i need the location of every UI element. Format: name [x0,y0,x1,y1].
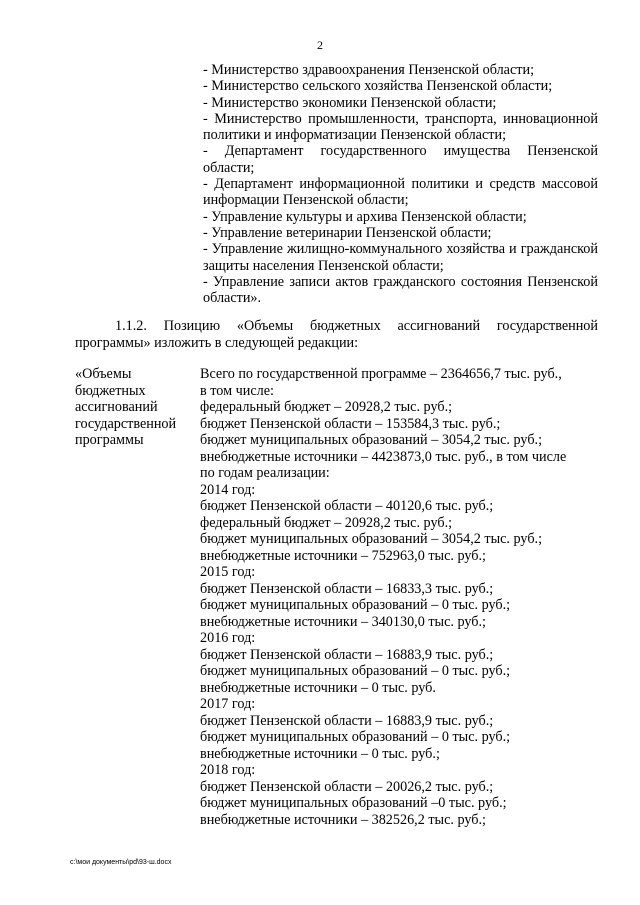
list-item: - Департамент государственного имущества Пензенской области; [203,143,598,176]
value-line: бюджет муниципальных образований – 0 тыс. руб.; [200,729,511,745]
list-item: - Министерство сельского хозяйства Пензенской области; [203,78,553,95]
value-line: 2016 год: [200,630,256,646]
list-item: - Управление записи актов гражданского состояния Пензенской области». [203,273,598,307]
list-item: - Министерство здравоохранения Пензенской области; [203,62,535,78]
value-line: бюджет Пензенской области – 16833,3 тыс. руб.; [200,580,494,597]
value-line: федеральный бюджет – 20928,2 тыс. руб.; [200,399,453,415]
value-line: в том числе: [200,382,274,399]
value-line: бюджет Пензенской области – 40120,6 тыс. руб.; [200,498,494,514]
footer-file-path: c:\мои документы\pd\93-ш.docx [70,859,172,866]
value-line: внебюджетные источники – 0 тыс. руб.; [200,745,440,762]
label-line: бюджетных [75,382,146,399]
list-item: - Министерство промышленности, транспорта, инновационной политики и информатизации Пензенской области; [203,110,598,144]
list-item: - Департамент информационной политики и средств массовой информации Пензенской области; [203,176,598,209]
value-line: бюджет муниципальных образований –0 тыс. руб.; [200,795,507,811]
label-line: ассигнований [75,399,158,415]
value-line: внебюджетные источники – 0 тыс. руб. [200,679,436,696]
value-line: бюджет муниципальных образований – 3054,2 тыс. руб.; [200,531,543,547]
value-line: 2017 год: [200,696,256,712]
value-line: бюджет муниципальных образований – 0 тыс. руб.; [200,663,511,679]
value-line: бюджет Пензенской области – 153584,3 тыс. руб.; [200,415,501,432]
section-paragraph: 1.1.2. Позицию «Объемы бюджетных ассигнований государственной программы» изложить в следующей редакции: [75,318,598,351]
table-label-cell [75,366,195,449]
value-line: бюджет Пензенской области – 16883,9 тыс. руб.; [200,712,494,729]
ministry-list [203,62,598,306]
list-item: - Министерство экономики Пензенской области; [203,94,497,111]
value-line: бюджет Пензенской области – 16883,9 тыс. руб.; [200,646,494,663]
value-line: внебюджетные источники – 340130,0 тыс. руб.; [200,613,486,630]
value-line: внебюджетные источники – 382526,2 тыс. руб.; [200,811,486,828]
list-item: - Управление культуры и архива Пензенской области; [203,208,527,225]
label-line: программы [75,432,144,448]
value-line: федеральный бюджет – 20928,2 тыс. руб.; [200,514,453,531]
value-line: бюджет Пензенской области – 20026,2 тыс. руб.; [200,778,494,795]
label-line: государственной [75,415,177,432]
value-line: внебюджетные источники – 752963,0 тыс. руб.; [200,547,486,564]
value-line: Всего по государственной программе – 2364656,7 тыс. руб., [200,366,562,382]
value-line: бюджет муниципальных образований – 0 тыс. руб.; [200,597,511,613]
page-number: 2 [317,38,323,52]
value-line: 2018 год: [200,762,256,778]
list-item: - Управление жилищно-коммунального хозяйства и гражданской защиты населения Пензенской области; [203,241,598,274]
value-line: по годам реализации: [200,465,330,481]
value-line: внебюджетные источники – 4423873,0 тыс. руб., в том числе [200,448,567,465]
list-item: - Управление ветеринарии Пензенской области; [203,224,492,241]
value-line: бюджет муниципальных образований – 3054,2 тыс. руб.; [200,432,543,448]
label-line: «Объемы [75,366,132,382]
value-line: 2014 год: [200,481,256,498]
value-line: 2015 год: [200,564,256,580]
table-value-cell [200,366,600,828]
